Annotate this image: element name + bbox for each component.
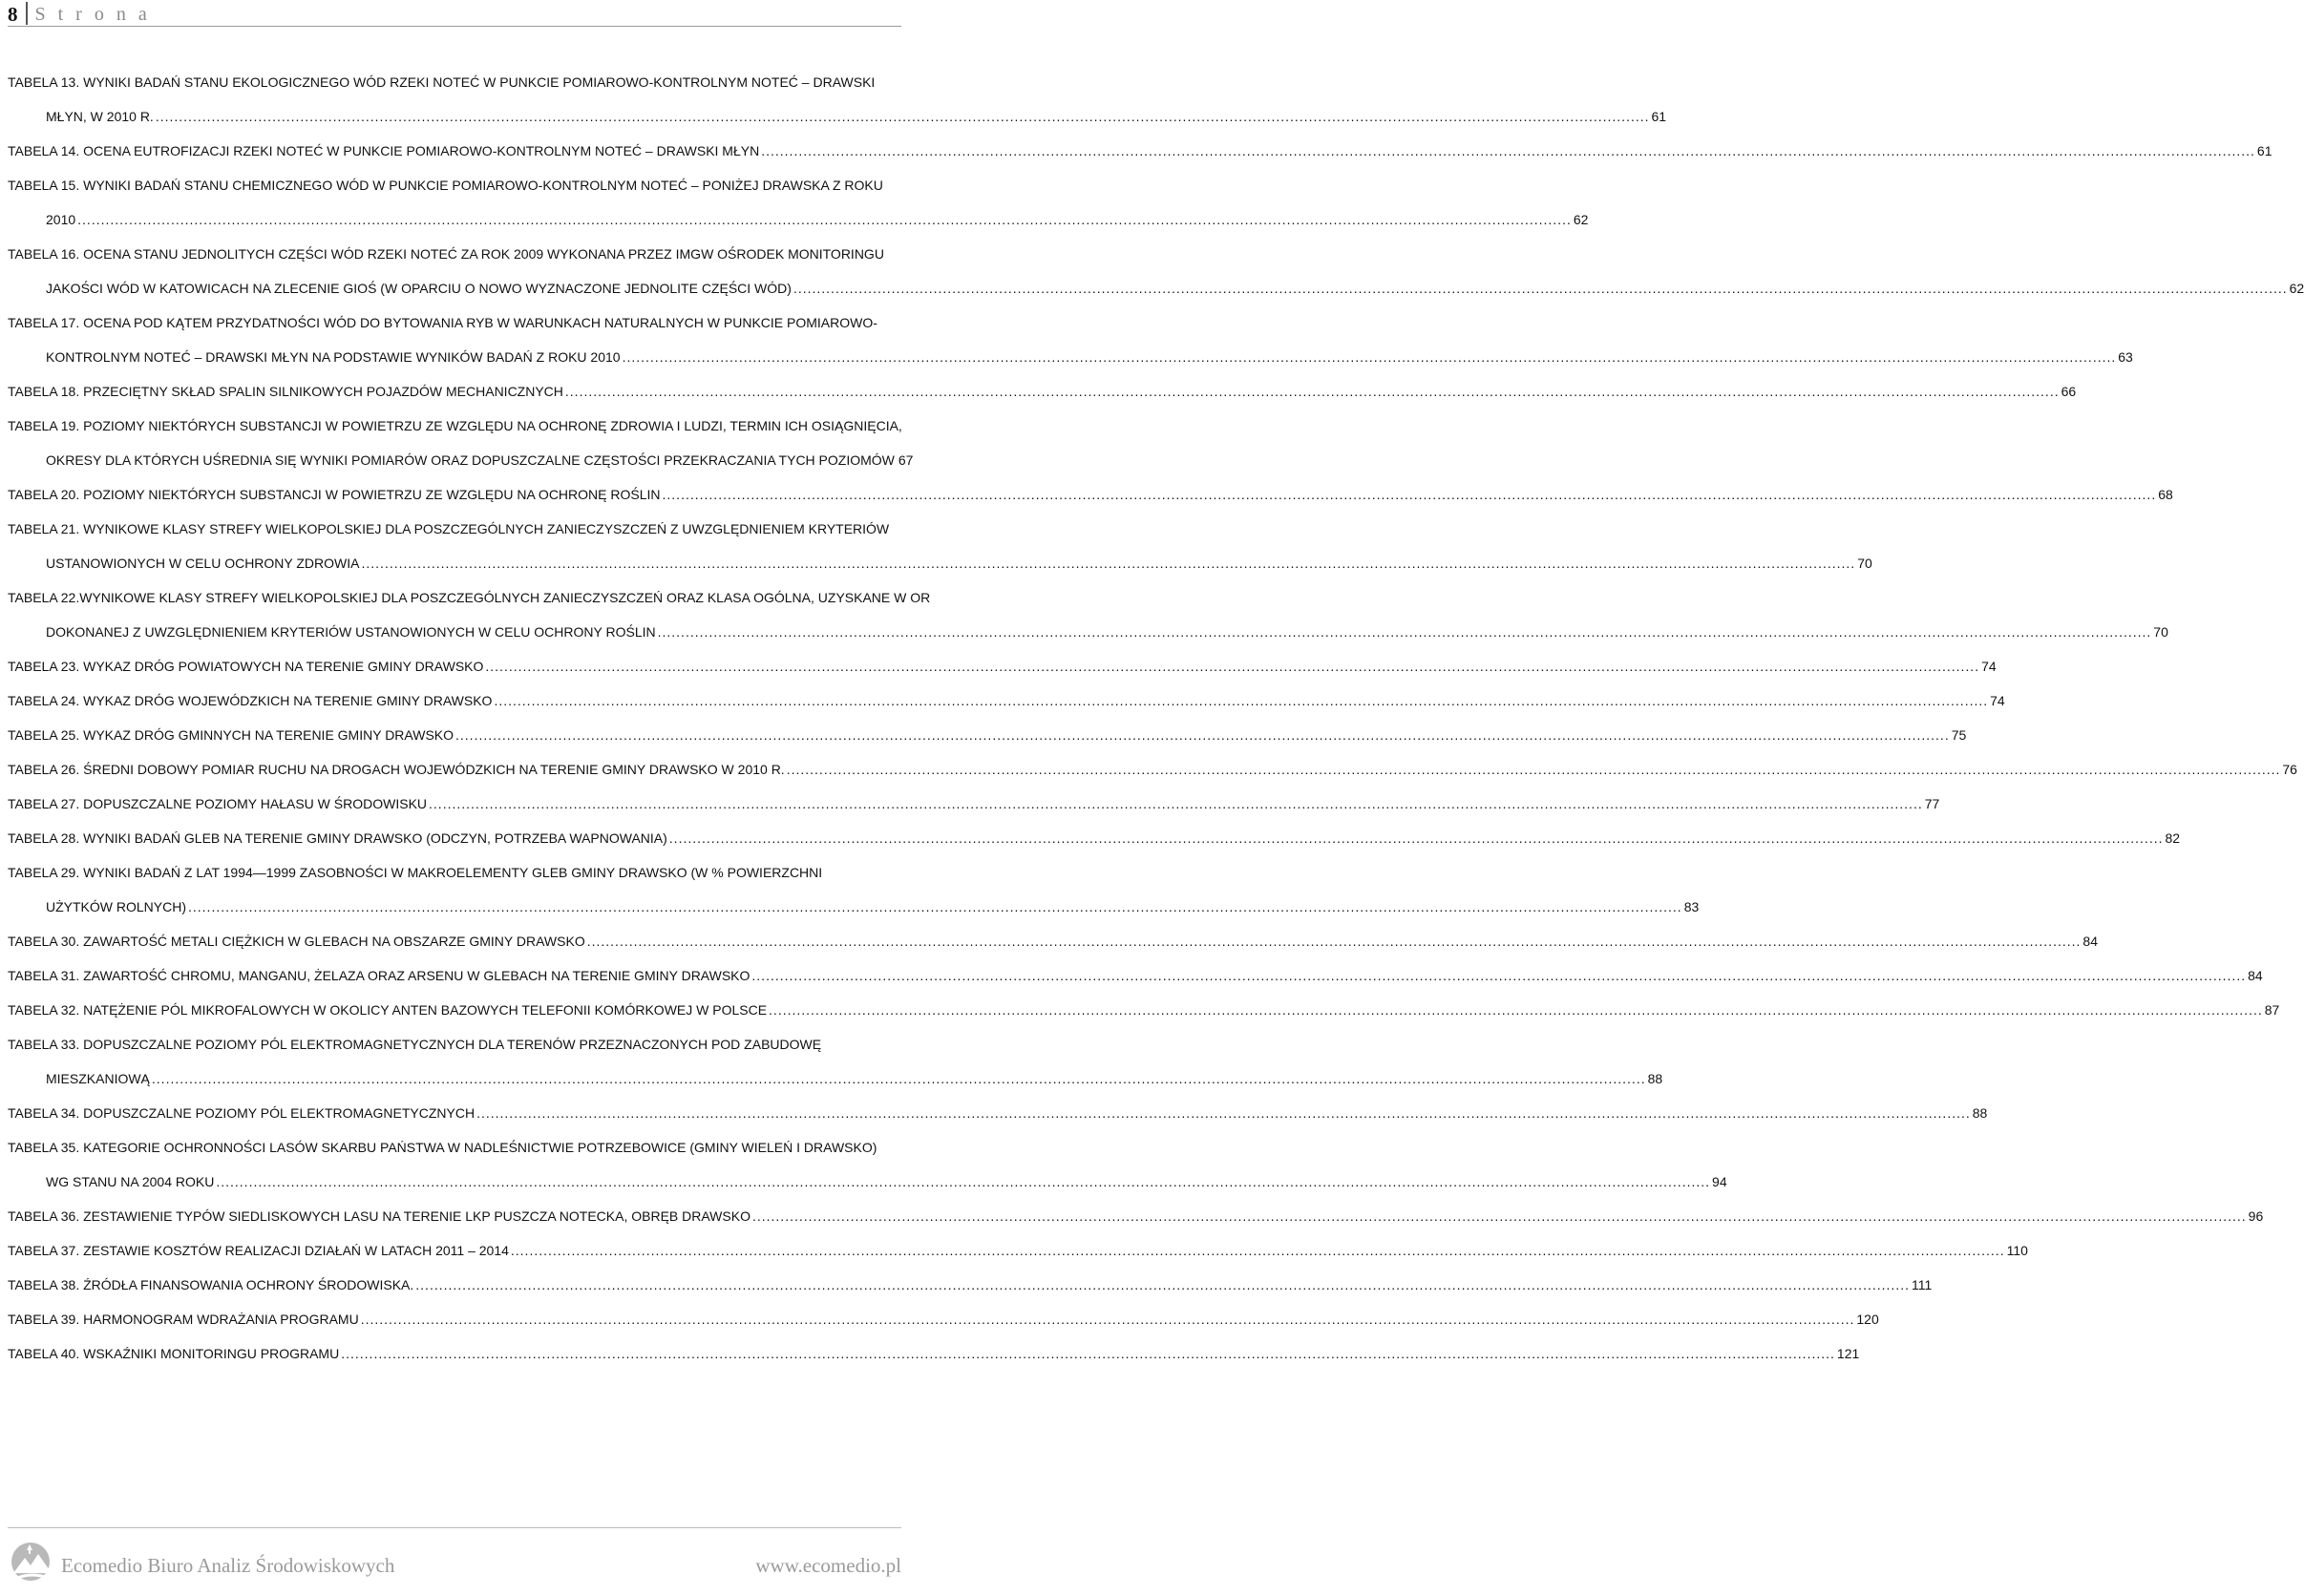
- toc-entry-caption: TABELA 39. HARMONOGRAM WDRAŻANIA PROGRAMU: [8, 1312, 359, 1327]
- toc-entry-page: 66: [2061, 384, 2077, 399]
- toc-entry-caption: TABELA 21. WYNIKOWE KLASY STREFY WIELKOPOLSKIEJ DLA POSZCZEGÓLNYCH ZANIECZYSZCZEŃ Z UWZGLĘDNIENIEM KRYTERIÓW: [8, 521, 890, 536]
- toc-entry-caption: TABELA 24. WYKAZ DRÓG WOJEWÓDZKICH NA TERENIE GMINY DRAWSKO: [8, 693, 493, 708]
- toc-entry-page: 82: [2165, 830, 2181, 846]
- toc-entry-caption: TABELA 29. WYNIKI BADAŃ Z LAT 1994—1999 ZASOBNOŚCI W MAKROELEMENTY GLEB GMINY DRAWSKO (W % POWIERZCHNI: [8, 865, 823, 880]
- toc-leader-dots: [751, 968, 2246, 984]
- toc-entry-page: 61: [2256, 143, 2272, 158]
- toc-entry[interactable]: [8, 796, 1940, 830]
- toc-entry-caption: TABELA 28. WYNIKI BADAŃ GLEB NA TERENIE GMINY DRAWSKO (ODCZYN, POTRZEBA WAPNOWANIA): [8, 830, 667, 846]
- toc-entry-caption: 2010: [46, 212, 76, 227]
- toc-leader-dots: [793, 281, 2288, 297]
- page-word: S t r o n a: [34, 4, 151, 25]
- footer-company: Ecomedio Biuro Analiz Środowiskowych: [61, 1554, 395, 1577]
- toc-leader-dots: [587, 934, 2082, 950]
- toc-entry-caption: DOKONANEJ Z UWZGLĘDNIENIEM KRYTERIÓW USTANOWIONYCH W CELU OCHRONY ROŚLIN: [46, 624, 656, 640]
- toc-entry-caption: TABELA 36. ZESTAWIENIE TYPÓW SIEDLISKOWYCH LASU NA TERENIE LKP PUSZCZA NOTECKA, OBRĘB DRAWSKO: [8, 1208, 750, 1224]
- toc-leader-dots: [476, 1105, 1971, 1122]
- toc-entry[interactable]: [8, 487, 2173, 521]
- toc-entry-page: 111: [1911, 1277, 1933, 1292]
- toc-entry[interactable]: [8, 143, 2272, 178]
- page-footer: [8, 1527, 901, 1590]
- toc-entry-caption: TABELA 35. KATEGORIE OCHRONNOŚCI LASÓW SKARBU PAŃSTWA W NADLEŚNICTWIE POTRZEBOWICE (GMINY WIELEŃ I DRAWSKO): [8, 1140, 877, 1155]
- toc-entry-caption: TABELA 31. ZAWARTOŚĆ CHROMU, MANGANU, ŻELAZA ORAZ ARSENU W GLEBACH NA TERENIE GMINY DRAWSKO: [8, 968, 750, 983]
- toc-leader-dots: [429, 796, 1923, 812]
- footer-rule: [8, 1527, 901, 1528]
- toc-entry-page: 120: [1856, 1312, 1879, 1327]
- toc-leader-dots: [623, 349, 2117, 366]
- toc-entry-page: 61: [1651, 109, 1667, 124]
- toc-entry-page: 88: [1647, 1071, 1663, 1086]
- toc-leader-dots: [752, 1208, 2247, 1225]
- toc-entry[interactable]: [8, 1346, 1860, 1380]
- toc-entry[interactable]: [8, 727, 1967, 762]
- toc-entry-caption: TABELA 22.WYNIKOWE KLASY STREFY WIELKOPOLSKIEJ DLA POSZCZEGÓLNYCH ZANIECZYSZCZEŃ ORAZ KLASA OGÓLNA, UZYSKANE W OR: [8, 590, 931, 605]
- toc-leader-dots: [565, 384, 2060, 400]
- toc-entry-page: 70: [2153, 624, 2168, 640]
- toc-entry-caption: TABELA 30. ZAWARTOŚĆ METALI CIĘŻKICH W GLEBACH NA OBSZARZE GMINY DRAWSKO: [8, 934, 585, 949]
- toc-entry-caption: UŻYTKÓW ROLNYCH): [46, 899, 186, 914]
- toc-entry[interactable]: [8, 659, 1997, 693]
- toc-leader-dots: [494, 693, 1988, 709]
- header-rule: [8, 26, 901, 27]
- toc-entry[interactable]: [8, 830, 2181, 865]
- toc-leader-dots: [787, 762, 2281, 778]
- toc-entry[interactable]: [8, 418, 914, 487]
- toc-entry[interactable]: [8, 1243, 2028, 1277]
- toc-entry-caption: MIESZKANIOWĄ: [46, 1071, 150, 1086]
- toc-entry-caption: USTANOWIONYCH W CELU OCHRONY ZDROWIA: [46, 556, 360, 571]
- toc-entry-caption: TABELA 38. ŹRÓDŁA FINANSOWANIA OCHRONY ŚRODOWISKA.: [8, 1277, 414, 1292]
- toc-leader-dots: [188, 899, 1682, 915]
- toc-entry[interactable]: [8, 315, 2133, 384]
- footer-website-link[interactable]: www.ecomedio.pl: [755, 1554, 901, 1577]
- toc-entry-page: 62: [2289, 281, 2304, 296]
- toc-entry-caption: TABELA 18. PRZECIĘTNY SKŁAD SPALIN SILNIKOWYCH POJAZDÓW MECHANICZNYCH: [8, 384, 563, 399]
- toc-entry-caption: TABELA 27. DOPUSZCZALNE POZIOMY HAŁASU W ŚRODOWISKU: [8, 796, 428, 811]
- toc-entry[interactable]: [8, 762, 2297, 796]
- toc-entry-caption: TABELA 15. WYNIKI BADAŃ STANU CHEMICZNEGO WÓD W PUNKCIE POMIAROWO-KONTROLNYM NOTEĆ – PONIŻEJ DRAWSKA Z ROKU: [8, 178, 883, 193]
- toc-entry-page: 110: [2006, 1243, 2028, 1258]
- header-divider: [26, 2, 28, 25]
- toc-entry-page: 94: [1712, 1174, 1727, 1189]
- toc-entry[interactable]: [8, 1208, 2264, 1243]
- toc-leader-dots: [415, 1277, 1910, 1293]
- toc-leader-dots: [156, 109, 1650, 125]
- toc-leader-dots: [769, 1002, 2263, 1018]
- toc-entry-caption: OKRESY DLA KTÓRYCH UŚREDNIA SIĘ WYNIKI POMIARÓW ORAZ DOPUSZCZALNE CZĘSTOŚCI PRZEKRACZANIA TYCH POZIOMÓW: [46, 452, 895, 468]
- toc-entry-caption: KONTROLNYM NOTEĆ – DRAWSKI MŁYN NA PODSTAWIE WYNIKÓW BADAŃ Z ROKU 2010: [46, 349, 621, 365]
- ecomedio-logo-icon: [8, 1537, 57, 1586]
- toc-entry[interactable]: [8, 384, 2077, 418]
- toc-entry-page: 84: [2248, 968, 2263, 983]
- toc-entry[interactable]: [8, 968, 2263, 1002]
- toc-entry-caption: TABELA 17. OCENA POD KĄTEM PRZYDATNOŚCI WÓD DO BYTOWANIA RYB W WARUNKACH NATURALNYCH W PUNKCIE POMIAROWO-: [8, 315, 877, 330]
- toc-entry-page: 74: [1990, 693, 2005, 708]
- toc-entry-page: 88: [1972, 1105, 1988, 1121]
- toc-entry[interactable]: [8, 1037, 1663, 1105]
- toc-leader-dots: [669, 830, 2164, 847]
- toc-entry-caption: MŁYN, W 2010 R.: [46, 109, 154, 124]
- page-header: [8, 0, 901, 25]
- toc-entry-page: 83: [1683, 899, 1700, 914]
- toc-entry[interactable]: [8, 178, 1589, 246]
- toc-entry-page: 121: [1836, 1346, 1860, 1361]
- toc-entry-page: 74: [1981, 659, 1997, 674]
- toc-entry-caption: JAKOŚCI WÓD W KATOWICACH NA ZLECENIE GIOŚ (W OPARCIU O NOWO WYZNACZONE JEDNOLITE CZĘŚCI WÓD): [46, 281, 792, 296]
- toc-entry-caption: TABELA 19. POZIOMY NIEKTÓRYCH SUBSTANCJI W POWIETRZU ZE WZGLĘDU NA OCHRONĘ ZDROWIA I LUDZI, TERMIN ICH OSIĄGNIĘCIA,: [8, 418, 902, 433]
- toc-entry[interactable]: [8, 934, 2098, 968]
- toc-leader-dots: [511, 1243, 2005, 1259]
- toc-entry[interactable]: [8, 521, 1872, 590]
- toc-leader-dots: [341, 1346, 1835, 1362]
- page-number: 8: [8, 3, 18, 26]
- toc-entry-caption: TABELA 23. WYKAZ DRÓG POWIATOWYCH NA TERENIE GMINY DRAWSKO: [8, 659, 484, 674]
- toc-entry-page: 62: [1573, 212, 1589, 227]
- toc-entry-caption: TABELA 32. NATĘŻENIE PÓL MIKROFALOWYCH W OKOLICY ANTEN BAZOWYCH TELEFONII KOMÓRKOWEJ W POLSCE: [8, 1002, 768, 1018]
- toc-entry-page: 77: [1924, 796, 1940, 811]
- toc-leader-dots: [216, 1174, 1710, 1190]
- toc-entry-caption: TABELA 37. ZESTAWIE KOSZTÓW REALIZACJI DZIAŁAŃ W LATACH 2011 – 2014: [8, 1243, 509, 1258]
- toc-entry-caption: TABELA 26. ŚREDNI DOBOWY POMIAR RUCHU NA DROGACH WOJEWÓDZKICH NA TERENIE GMINY DRAWSKO W 2010 R.: [8, 762, 785, 777]
- toc-entry-caption: TABELA 34. DOPUSZCZALNE POZIOMY PÓL ELEKTROMAGNETYCZNYCH: [8, 1105, 476, 1121]
- toc-entry[interactable]: [8, 1140, 1727, 1208]
- toc-entry[interactable]: [8, 74, 1667, 143]
- toc-entry-page: 87: [2264, 1002, 2280, 1018]
- toc-entry-page: 67: [898, 452, 914, 468]
- toc-leader-dots: [658, 624, 2152, 640]
- toc-entry[interactable]: [8, 1312, 1879, 1346]
- toc-entry-caption: TABELA 25. WYKAZ DRÓG GMINNYCH NA TERENIE GMINY DRAWSKO: [8, 727, 454, 743]
- toc-leader-dots: [663, 487, 2157, 503]
- toc-entry-caption: TABELA 20. POZIOMY NIEKTÓRYCH SUBSTANCJI W POWIETRZU ZE WZGLĘDU NA OCHRONĘ ROŚLIN: [8, 487, 661, 502]
- toc-leader-dots: [361, 1312, 1855, 1328]
- toc-entry[interactable]: [8, 1277, 1933, 1312]
- toc-entry-page: 68: [2158, 487, 2173, 502]
- toc-leader-dots: [152, 1071, 1646, 1087]
- toc-entry-page: 63: [2118, 349, 2133, 365]
- toc-entry[interactable]: [8, 590, 2168, 659]
- toc-entry[interactable]: [8, 693, 2005, 727]
- toc-entry-page: 84: [2082, 934, 2098, 949]
- toc-entry[interactable]: [8, 865, 1700, 934]
- toc-entry-page: 96: [2248, 1208, 2264, 1224]
- toc-entry[interactable]: [8, 246, 2304, 315]
- toc-leader-dots: [77, 212, 1572, 228]
- toc-entry-caption: TABELA 16. OCENA STANU JEDNOLITYCH CZĘŚCI WÓD RZEKI NOTEĆ ZA ROK 2009 WYKONANA PRZEZ IMGW OŚRODEK MONITORINGU: [8, 246, 884, 262]
- toc-entry[interactable]: [8, 1105, 1988, 1140]
- toc-leader-dots: [455, 727, 1950, 744]
- toc-leader-dots: [485, 659, 1979, 675]
- toc-leader-dots: [362, 556, 1856, 572]
- toc-entry-caption: TABELA 33. DOPUSZCZALNE POZIOMY PÓL ELEKTROMAGNETYCZNYCH DLA TERENÓW PRZEZNACZONYCH POD ZABUDOWĘ: [8, 1037, 822, 1052]
- toc-leader-dots: [761, 143, 2255, 159]
- toc-entry-caption: WG STANU NA 2004 ROKU: [46, 1174, 215, 1189]
- toc-entry-caption: TABELA 13. WYNIKI BADAŃ STANU EKOLOGICZNEGO WÓD RZEKI NOTEĆ W PUNKCIE POMIAROWO-KONTROLNYM NOTEĆ – DRAWSKI: [8, 74, 876, 90]
- toc-entry-page: 75: [1951, 727, 1967, 743]
- toc-entry-page: 70: [1857, 556, 1872, 571]
- toc-entry-page: 76: [2282, 762, 2297, 777]
- toc-entry-caption: TABELA 40. WSKAŹNIKI MONITORINGU PROGRAMU: [8, 1346, 340, 1361]
- toc-entry[interactable]: [8, 1002, 2280, 1037]
- toc-entry-caption: TABELA 14. OCENA EUTROFIZACJI RZEKI NOTEĆ W PUNKCIE POMIAROWO-KONTROLNYM NOTEĆ – DRAWSKI MŁYN: [8, 143, 760, 158]
